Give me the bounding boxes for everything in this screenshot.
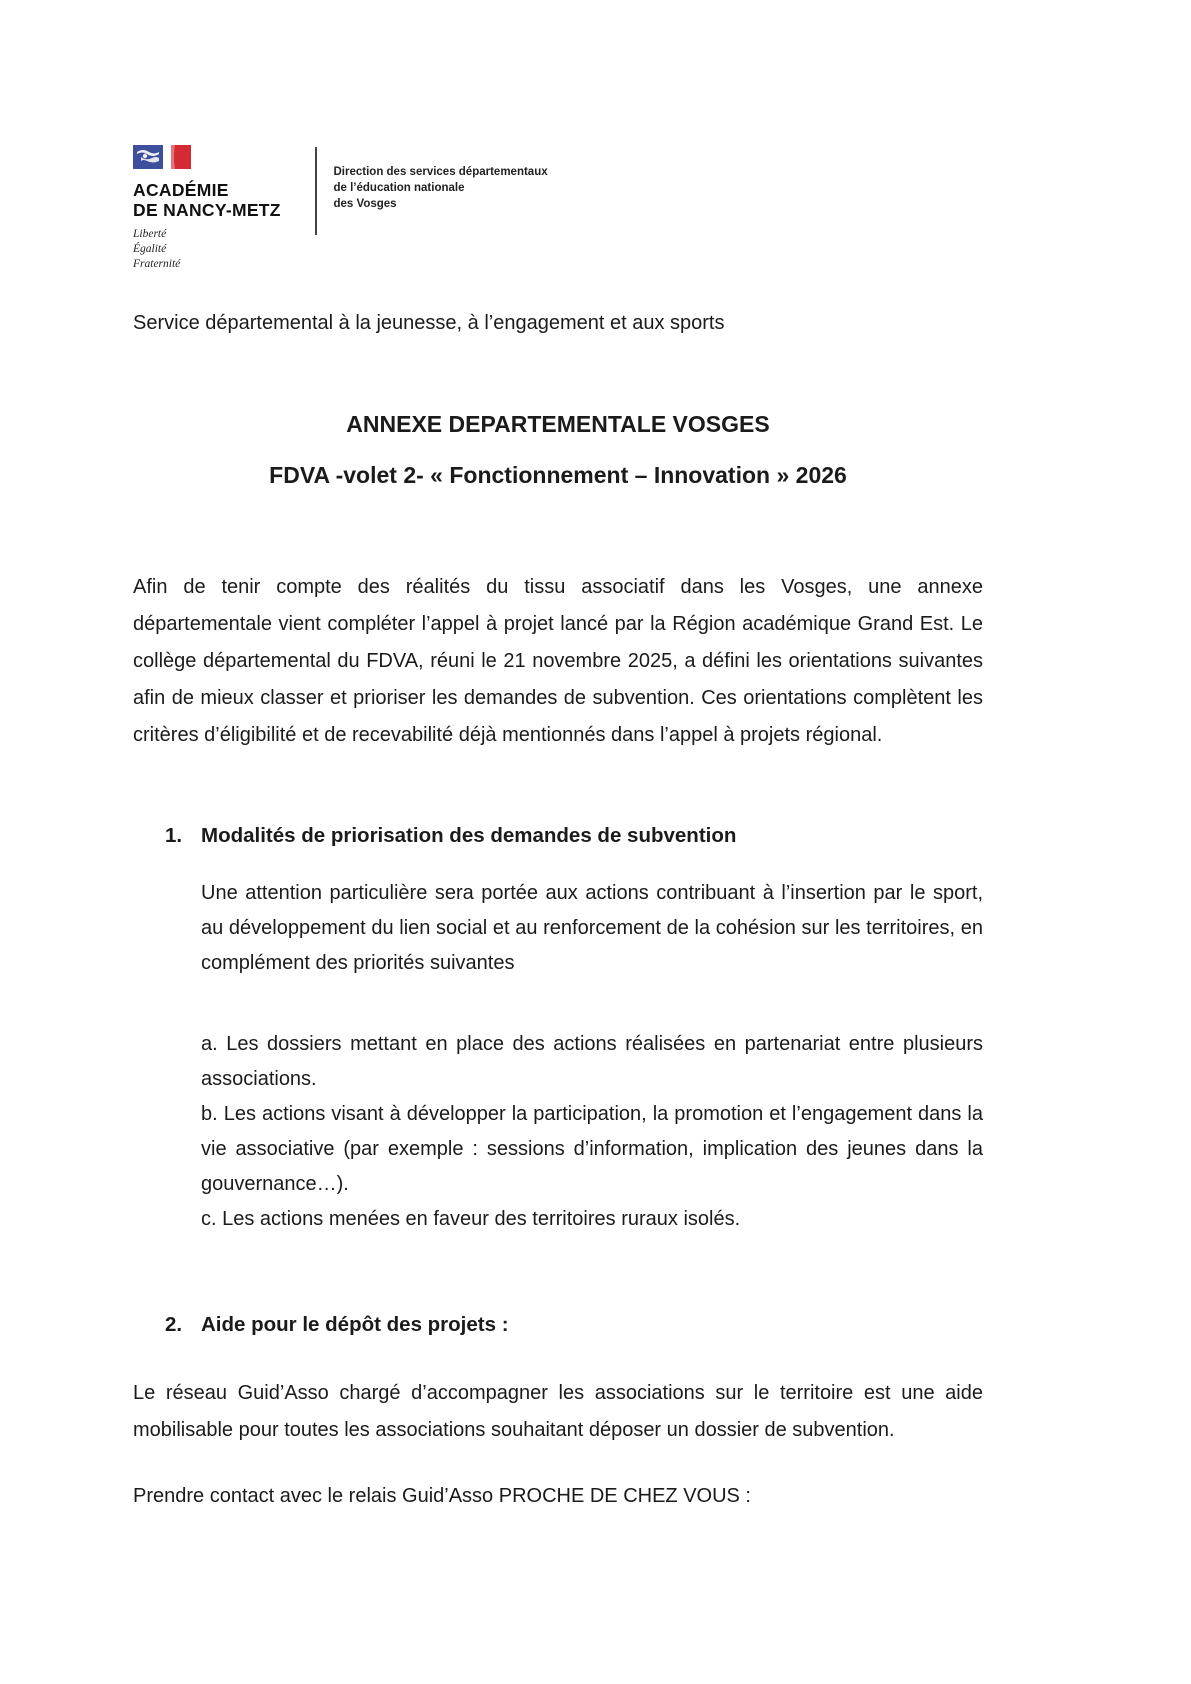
academy-name [133, 181, 315, 220]
service-line: Service départemental à la jeunesse, à l’engagement et aux sports [133, 312, 725, 334]
section1-number: 1. [165, 824, 183, 847]
motto-fraternite: Fraternité [133, 258, 181, 271]
academy-name-line1: ACADÉMIE [133, 180, 229, 200]
list-item-c: c. Les actions menées en faveur des territoires ruraux isolés. [201, 1208, 741, 1230]
section2-title: Aide pour le dépôt des projets : [201, 1313, 509, 1336]
list-item-a: a. Les dossiers mettant en place des actions réalisées en partenariat entre plusieurs associations. [201, 1033, 983, 1090]
section1-title: Modalités de priorisation des demandes de subvention [201, 824, 737, 847]
republic-motto [133, 227, 315, 272]
direction-text [317, 164, 548, 212]
direction-line3: des Vosges [333, 198, 397, 211]
direction-line1: Direction des services départementaux [333, 166, 548, 178]
section2-heading [165, 1313, 983, 1337]
direction-line2: de l’éducation nationale [333, 182, 465, 195]
french-flag-emblem-icon [133, 145, 197, 175]
document-header [133, 145, 983, 272]
document-subtitle: FDVA -volet 2- « Fonctionnement – Innovation » 2026 [269, 462, 847, 488]
section1-heading [165, 824, 983, 848]
list-item-b: b. Les actions visant à développer la participation, la promotion et l’engagement dans la vie associative (par exemple : sessions d’information, implication des jeunes dans la gouvernance…). [201, 1103, 983, 1195]
academy-logo [133, 145, 315, 272]
section1-items [201, 1027, 983, 1237]
section1-paragraph: Une attention particulière sera portée aux actions contribuant à l’insertion par le sport, au développement du lien social et au renforcement de la cohésion sur les territoires, en complément des priorités suivantes [201, 882, 983, 974]
academy-name-line2: DE NANCY-METZ [133, 199, 281, 220]
document-title: ANNEXE DEPARTEMENTALE VOSGES [346, 411, 770, 437]
motto-egalite: Égalité [133, 243, 167, 256]
contact-line: Prendre contact avec le relais Guid’Asso PROCHE DE CHEZ VOUS : [133, 1485, 751, 1507]
section2-paragraph: Le réseau Guid’Asso chargé d’accompagner les associations sur le territoire est une aide mobilisable pour toutes les associations souhaitant déposer un dossier de subvention. [133, 1382, 983, 1441]
motto-liberte: Liberté [133, 228, 167, 241]
section2-number: 2. [165, 1313, 183, 1336]
intro-paragraph: Afin de tenir compte des réalités du tissu associatif dans les Vosges, une annexe départementale vient compléter l’appel à projet lancé par la Région académique Grand Est. Le collège départemental du FDVA, réuni le 21 novembre 2025, a défini les orientations suivantes afin de mieux classer et prioriser les demandes de subvention. Ces orientations complètent les critères d’éligibilité et de recevabilité déjà mentionnés dans l’appel à projets régional. [133, 576, 983, 746]
